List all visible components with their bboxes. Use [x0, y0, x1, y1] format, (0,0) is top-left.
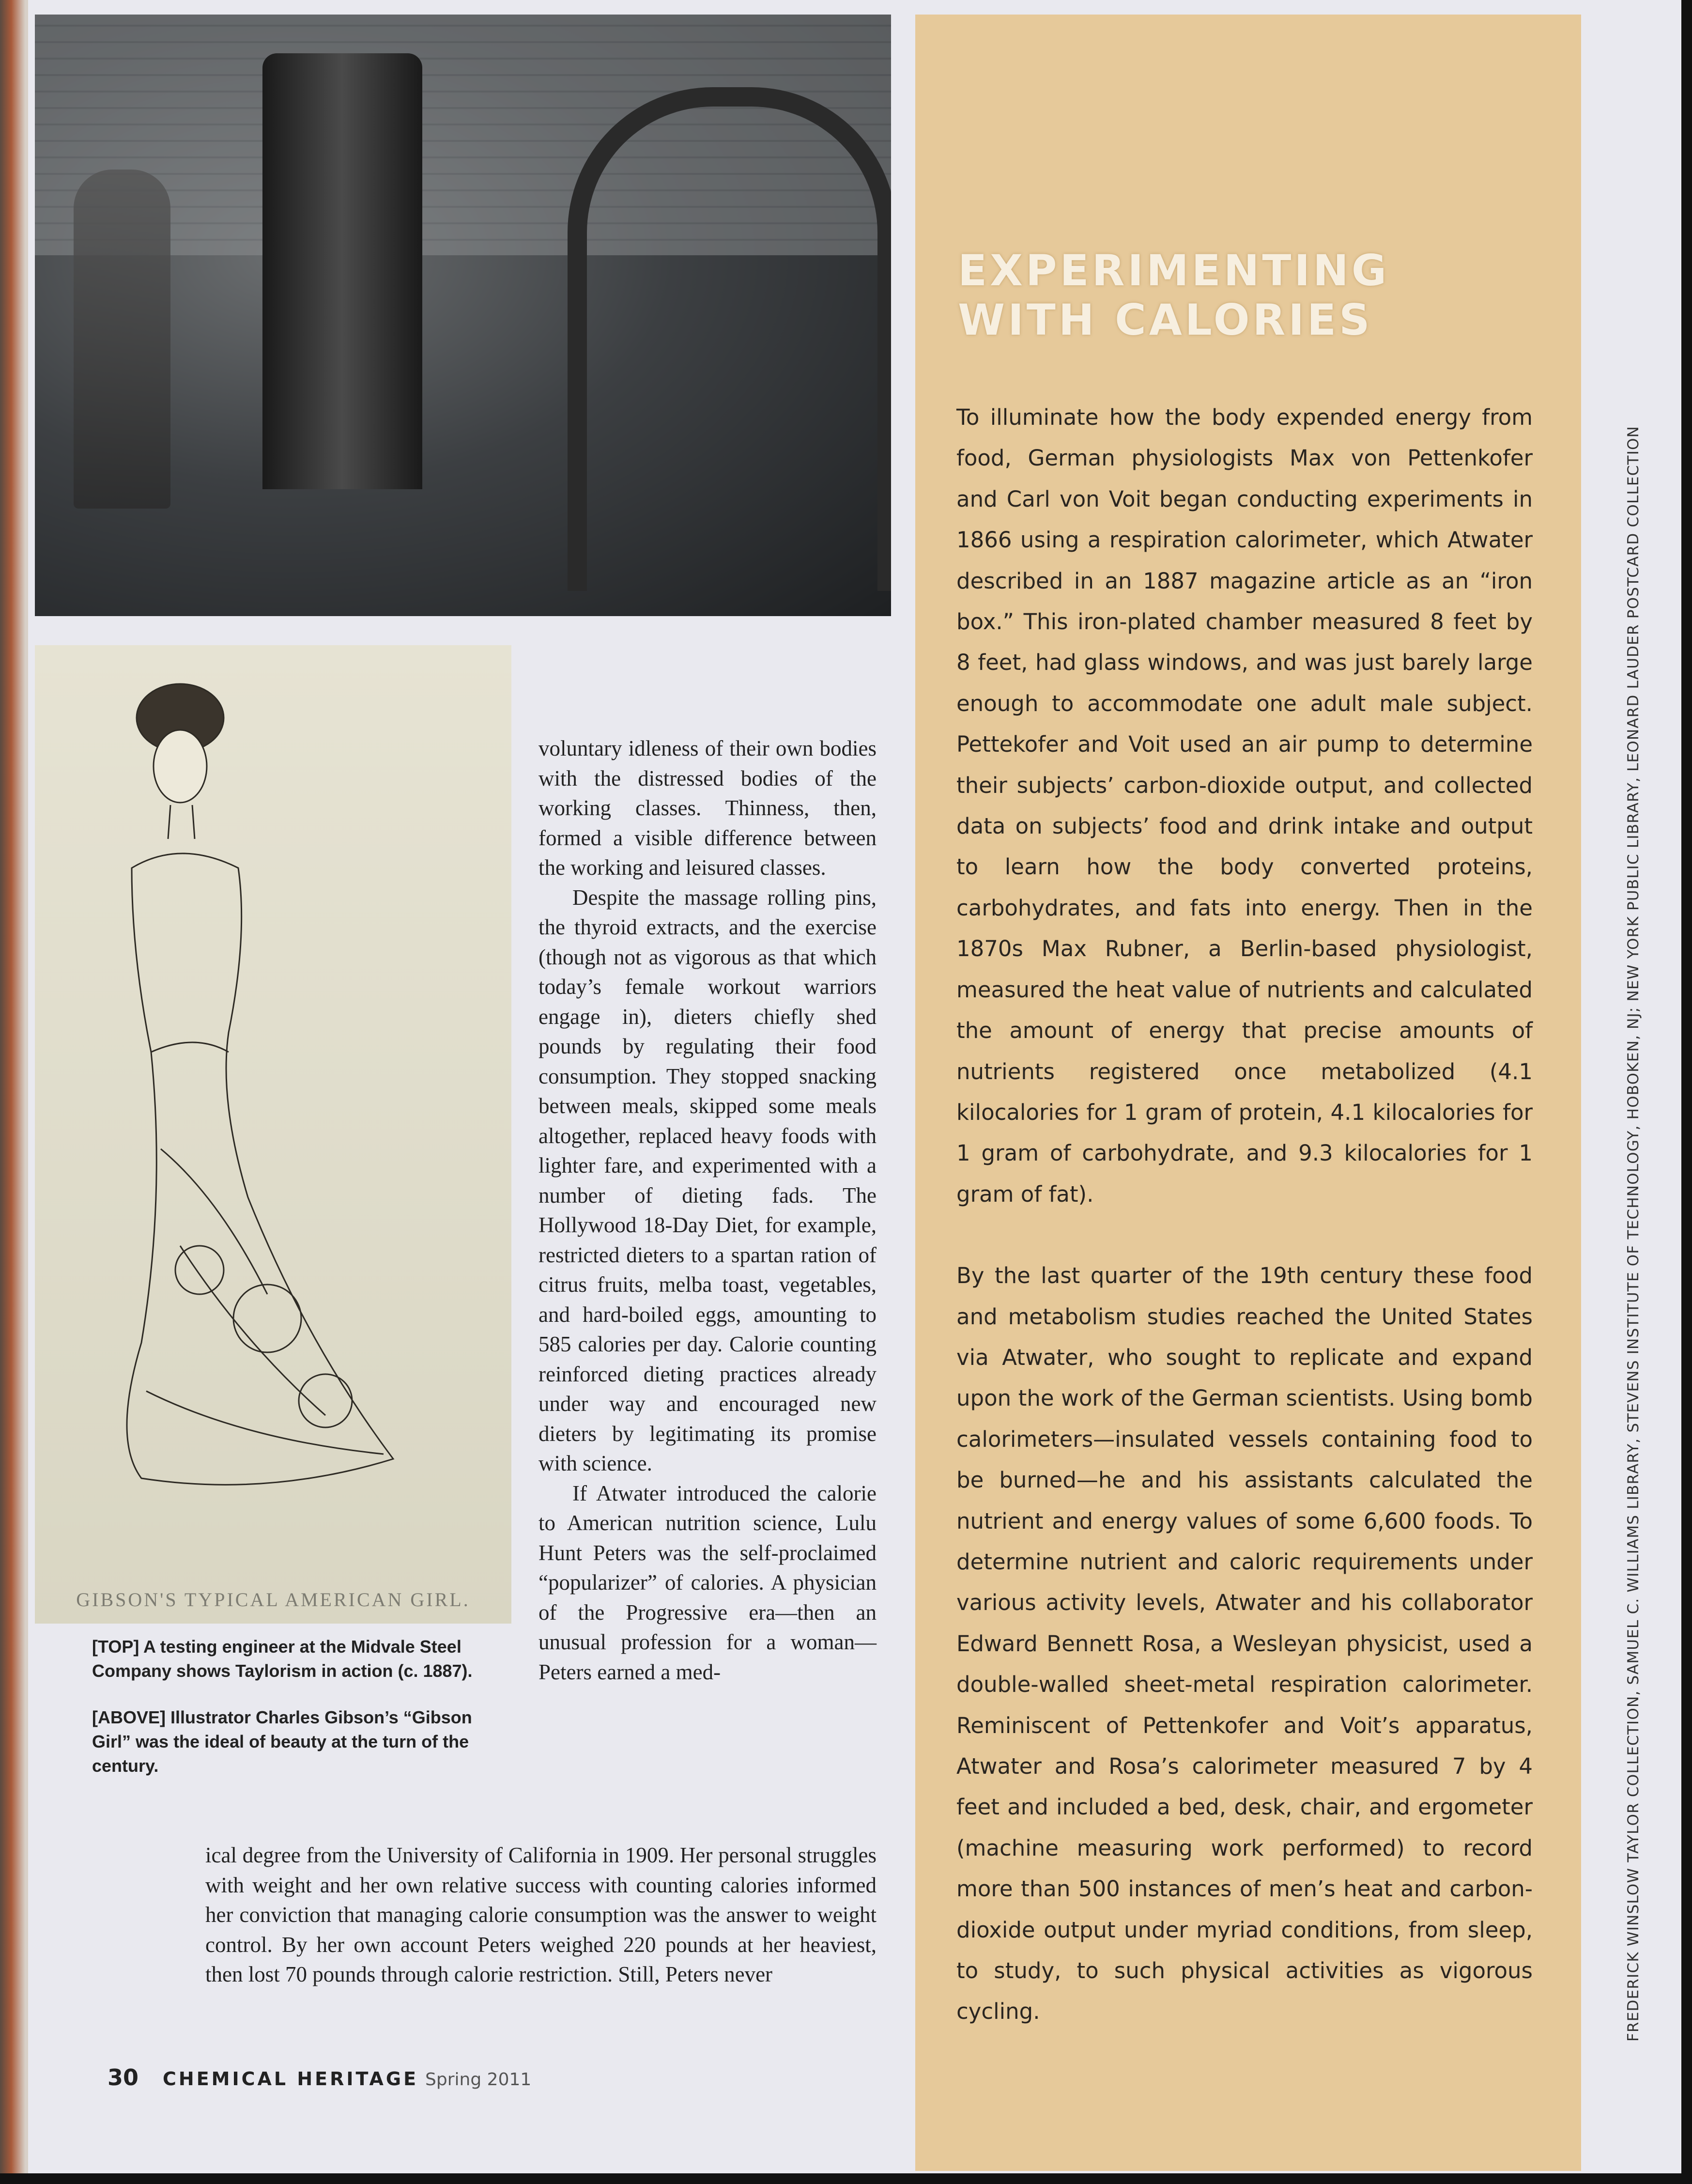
- binding-spine: [0, 0, 28, 2184]
- illustration-gibson-girl: [35, 645, 511, 1624]
- photo-seated-engineer: [74, 170, 170, 509]
- sidebar-paragraph: By the last quarter of the 19th century these food and metabolism studies reached the United States via Atwater, who sought to replicate and expand upon the work of the German scientists. Using bomb calorimeters—insulated vessels containing food to be burned—he and his assistants calculated the nutrient and energy values of some 6,600 foods. To determine nutrient and caloric requirements under various activity levels, Atwater and his collaborator Edward Bennett Rosa, a Wesleyan physicist, used a double-walled sheet-metal respiration calorimeter. Reminiscent of Pettenkofer and Voit’s apparatus, Atwater and Rosa’s calorimeter measured 7 by 4 feet and included a bed, desk, chair, and ergometer (machine measuring work performed) to record more than 500 instances of men’s heat and carbon-dioxide output under myriad conditions, from sleep, to study, to such physical activities as vigorous cycling.: [956, 1263, 1533, 2025]
- photo-midvale-engineer: [35, 15, 891, 616]
- article-column: [538, 734, 877, 1687]
- illustration-caption: GIBSON'S TYPICAL AMERICAN GIRL.: [76, 1589, 470, 1611]
- article-paragraph: voluntary idleness of their own bodies with the distressed bodies of the working classes. Thinness, then, formed a visible difference between the working and leisured classes.: [538, 736, 877, 880]
- page-number: 30: [108, 2064, 139, 2091]
- article-paragraph: ical degree from the University of California in 1909. Her personal struggles with weight and her own relative success with counting calories informed her conviction that managing calorie consumption was the answer to weight control. By her own account Peters weighed 220 pounds at her heaviest, then lost 70 pounds through calorie restriction. Still, Peters never: [205, 1843, 877, 1986]
- photo-machine-frame: [568, 87, 891, 591]
- sidebar-box: [915, 15, 1581, 2171]
- sidebar-title-line: WITH CALORIES: [958, 295, 1373, 345]
- photo-captions: [92, 1635, 513, 1800]
- article-column-wide: [205, 1841, 877, 1990]
- caption-above: [ABOVE] Illustrator Charles Gibson’s “Gibson Girl” was the ideal of beauty at the turn of the century.: [92, 1707, 472, 1776]
- gibson-girl-drawing: [122, 665, 422, 1536]
- sidebar-title-line: EXPERIMENTING: [958, 246, 1390, 295]
- sidebar-title: [958, 246, 1389, 345]
- photo-credit: FREDERICK WINSLOW TAYLOR COLLECTION, SAMUEL C. WILLIAMS LIBRARY, STEVENS INSTITUTE OF TECHNOLOGY, HOBOKEN, NJ; NEW YORK PUBLIC LIBRARY, LEONARD LAUDER POSTCARD COLLECTION: [1625, 425, 1642, 2042]
- article-paragraph: Despite the massage rolling pins, the thyroid extracts, and the exercise (though not as vigorous as that which today’s female workout warriors engage in), dieters chiefly shed pounds by regulating their food consumption. They stopped snacking between meals, skipped some meals altogether, replaced heavy foods with lighter fare, and experimented with a number of dieting fads. The Hollywood 18-Day Diet, for example, restricted dieters to a spartan ration of citrus fruits, melba toast, vegetables, and hard-boiled eggs, amounting to 585 calories per day. Calorie counting reinforced dieting practices already under way and encouraged new dieters by legitimating its promise with science.: [538, 885, 877, 1475]
- scan-border: [1681, 0, 1692, 2184]
- caption-top: [TOP] A testing engineer at the Midvale Steel Company shows Taylorism in action (c. 1887).: [92, 1637, 473, 1681]
- sidebar-body: [956, 397, 1533, 2073]
- issue-date: Spring 2011: [425, 2070, 532, 2090]
- scan-border: [0, 2173, 1692, 2184]
- magazine-name: CHEMICAL HERITAGE: [163, 2068, 419, 2090]
- sidebar-paragraph: To illuminate how the body expended energy from food, German physiologists Max von Pettenkofer and Carl von Voit began conducting experiments in 1866 using a respiration calorimeter, which Atwater described in an 1887 magazine article as an “iron box.” This iron-plated chamber measured 8 feet by 8 feet, had glass windows, and was just barely large enough to accommodate one adult male subject. Pettekofer and Voit used an air pump to determine their subjects’ carbon-dioxide output, and collected data on subjects’ food and drink intake and output to learn how the body converted proteins, carbohydrates, and fats into energy. Then in the 1870s Max Rubner, a Berlin-based physiologist, measured the heat value of nutrients and calculated the amount of energy that precise amounts of nutrients registered once metabolized (4.1 kilocalories for 1 gram of protein, 4.1 kilocalories for 1 gram of carbohydrate, and 9.3 kilocalories for 1 gram of fat).: [956, 404, 1533, 1207]
- article-paragraph: If Atwater introduced the calorie to American nutrition science, Lulu Hunt Peters was the self-proclaimed “popularizer” of calories. A physician of the Progressive era—then an unusual profession for a woman—Peters earned a med-: [538, 1481, 877, 1684]
- photo-calorimeter-machine: [262, 53, 422, 489]
- page-footer: [108, 2064, 531, 2091]
